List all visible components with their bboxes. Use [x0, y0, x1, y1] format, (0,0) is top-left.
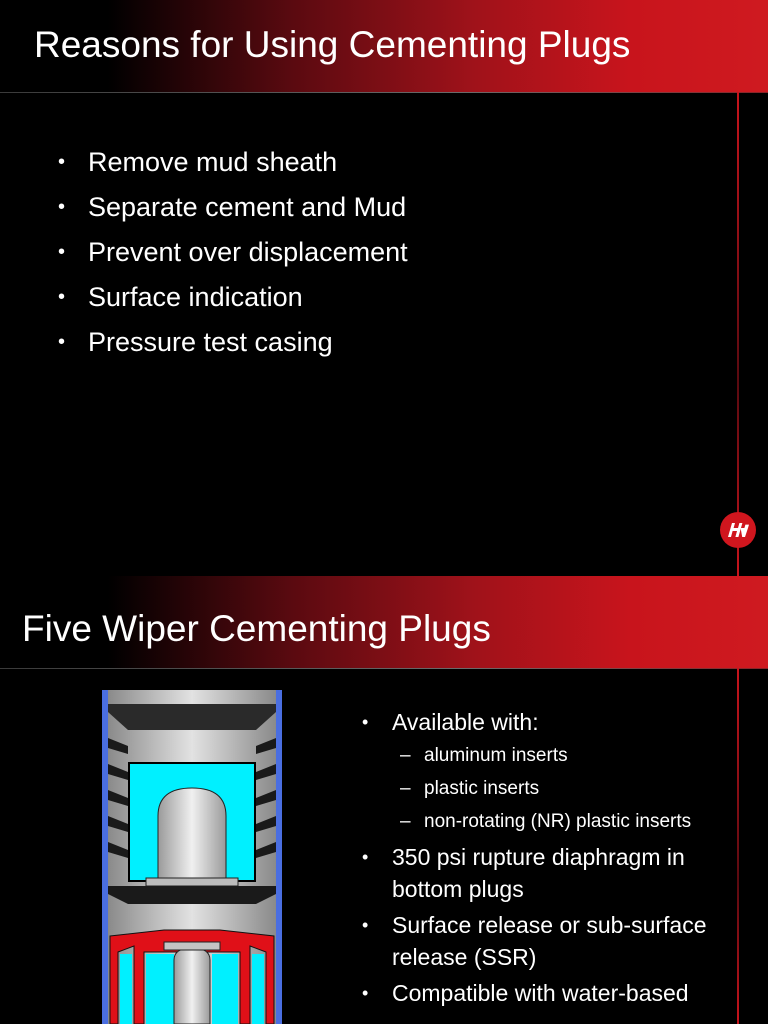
bullet-item: • Surface indication [58, 282, 303, 312]
list-item: • Compatible with water-based [362, 980, 689, 1006]
bullet-item: • Separate cement and Mud [58, 192, 407, 222]
list-item: • 350 psi rupture diaphragm in bottom plugs [362, 844, 685, 902]
feature-list [362, 706, 722, 1013]
title-divider [0, 668, 768, 669]
right-accent-line [737, 668, 739, 1024]
bullet-item: • Pressure test casing [58, 327, 333, 357]
right-accent-line [737, 92, 739, 576]
title-divider [0, 92, 768, 93]
sub-list-item: – plastic inserts [400, 778, 540, 799]
slide-title: Five Wiper Cementing Plugs [22, 608, 491, 649]
slide-title: Reasons for Using Cementing Plugs [34, 24, 631, 65]
sub-list-item: – non-rotating (NR) plastic inserts [400, 811, 692, 832]
list-item: • Surface release or sub-surface release (SSR) [362, 912, 707, 970]
list-item: • Available with: [362, 709, 539, 735]
bullet-list [58, 140, 408, 365]
sub-list-item: – aluminum inserts [400, 745, 568, 766]
slide-wiper-plugs [0, 576, 768, 1024]
bullet-item: • Prevent over displacement [58, 237, 408, 267]
cementing-plug-diagram [100, 690, 284, 1024]
bullet-item: • Remove mud sheath [58, 147, 338, 177]
hr-logo-icon [720, 512, 756, 548]
